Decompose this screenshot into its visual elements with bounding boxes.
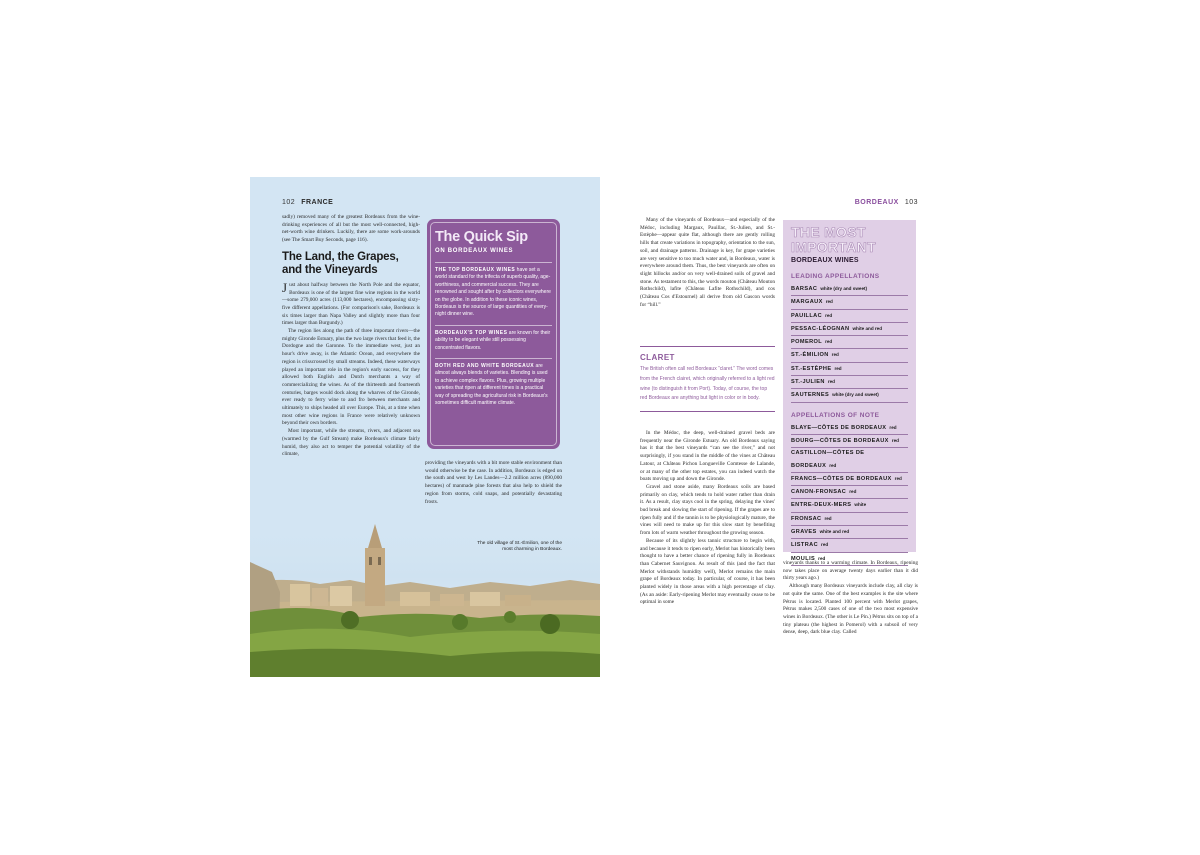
wine-type: white xyxy=(854,502,867,508)
wine-type: red xyxy=(827,379,835,385)
appellation-name: CANON-FRONSAC xyxy=(791,489,847,496)
wine-type: red xyxy=(831,352,839,358)
claret-body: The British often call red Bordeaux “claret.” The word comes from the French clairet, which originally referred to a light red wine (to distinguish it from Port). Today, of course, the top red Bordeaux are anything but light in color or in body. xyxy=(640,366,775,402)
box-subtitle: BORDEAUX WINES xyxy=(791,257,859,264)
appellation-name: PESSAC-LÉOGNAN xyxy=(791,325,850,332)
appellation-row xyxy=(791,435,908,448)
paragraph: vineyards thanks to a warming climate. In Bordeaux, ripening now takes place on average twenty days earlier than it did thirty years ago.) xyxy=(783,560,918,582)
appellation-name: ST.-JULIEN xyxy=(791,379,825,386)
quick-sip-item: THE TOP BORDEAUX WINES have set a world standard for the trifecta of superb quality, age-worthiness, and commercial success. They are renowned and sought after by collectors everywhere on the globe. In addition to these iconic wines, Bordeaux is the source of large quantities of every-night dinner wine. xyxy=(435,262,552,319)
drop-cap: J xyxy=(282,279,288,295)
wine-type: white and red xyxy=(852,325,883,331)
appellation-name: BLAYE—CÔTES DE BORDEAUX xyxy=(791,424,887,431)
appellation-name: ENTRE-DEUX-MERS xyxy=(791,502,852,509)
appellation-name: BARSAC xyxy=(791,286,818,292)
appellation-name: FRONSAC xyxy=(791,515,822,522)
wine-type: red xyxy=(849,489,857,495)
wine-type: red xyxy=(818,555,826,561)
appellation-name: CASTILLON—CÔTES DE BORDEAUX xyxy=(791,450,865,469)
appellation-row xyxy=(791,283,908,296)
appellation-name: POMEROL xyxy=(791,339,823,346)
appellation-row xyxy=(791,499,908,512)
page-header-left xyxy=(282,199,333,206)
appellations-of-note-heading: APPELLATIONS OF NOTE xyxy=(791,411,880,419)
appellation-row xyxy=(791,422,908,435)
paragraph: Most important, while the streams, rivers, and adjacent sea (warmed by the Gulf Stream) make Bordeaux's climate fairly humid, they also act to temper the potential volatility of the climate, xyxy=(282,428,420,458)
quick-sip-item: BOTH RED AND WHITE BORDEAUX are almost always blends of varieties. Blending is used to achieve complex flavors. Plus, growing multiple varieties that ripen at different times is a practical way of spreading the agricultural risk in Bordeaux's sometimes difficult maritime climate. xyxy=(435,358,552,407)
appellation-name: ST.-ÉMILION xyxy=(791,352,829,359)
wine-type: red xyxy=(824,515,832,521)
leading-appellations-heading: LEADING APPELLATIONS xyxy=(791,273,880,280)
appellation-row xyxy=(791,513,908,526)
appellation-name: MARGAUX xyxy=(791,299,823,306)
photo-caption: The old village of St.-Émilion, one of the most charming in Bordeaux. xyxy=(477,541,562,553)
quick-sip-box xyxy=(427,219,560,449)
running-head: BORDEAUX xyxy=(854,199,899,206)
page-number: 103 xyxy=(904,199,918,206)
appellation-row xyxy=(791,363,908,376)
appellation-row xyxy=(791,473,908,486)
wine-type: red xyxy=(889,424,897,430)
left-column-2 xyxy=(425,460,562,506)
spacer xyxy=(791,403,908,412)
appellation-name: GRAVES xyxy=(791,529,817,536)
paragraph: Because of its slightly less tannic structure to begin with, and because it tends to ripen early, Merlot has historically been thought to have a better chance of ripening fully in Bordeaux than Cabernet Sauvignon. As result of this (and the fact that Merlot withstands humidity well), Merlot remains the main grape of Bordeaux today. In particular, of course, it has been planted widely in those areas with a high percentage of clay. (As an aside: Early-ripening Merlot may eventually cease to be optimal in some xyxy=(640,537,775,606)
paragraph: providing the vineyards with a bit more stable environment than would otherwise be the case. In addition, Bordeaux is edged on the south and west by Les Landes—2.2 million acres (890,000 hectares) of manmade pine forests that also help to shield the region from storms, cold snaps, and potentially devastating frosts. xyxy=(425,460,562,505)
appellations-of-note-list xyxy=(791,422,908,566)
box-subtitle: ON BORDEAUX WINES xyxy=(435,248,514,254)
appellation-row xyxy=(791,336,908,349)
appellation-name: PAUILLAC xyxy=(791,312,823,319)
wine-type: red xyxy=(825,299,833,305)
wine-type: red xyxy=(821,542,829,548)
page-number: 102 xyxy=(282,199,296,206)
wine-type: white and red xyxy=(819,529,850,535)
appellation-row xyxy=(791,539,908,552)
paragraph: Just about halfway between the North Pole and the equator, Bordeaux is one of the largest fine wine regions in the world—some 279,000 acres (113,000 hectares), encompassing sixty-five different appellations. (For comparison's sake, Bordeaux is six times larger than Napa Valley and slightly more than four times larger than Burgundy.) xyxy=(282,279,420,327)
wine-type: white (dry and sweet) xyxy=(820,286,868,291)
right-column-1-bottom xyxy=(640,430,775,607)
paragraph: Gravel and stone aside, many Bordeaux soils are based primarily on clay, which tends to hold water rather than drain it. As a result, clay stays cool in the spring, delaying the vines' bud break and slowing the start of ripening. If the grapes are to ripen fully and if the tannin is to be physiologically mature, the vines will need to make up for this slow start by benefiting from lots of warm weather throughout the growing season. xyxy=(640,483,775,537)
appellation-row xyxy=(791,448,908,473)
appellation-name: ST.-ESTÈPHE xyxy=(791,365,832,372)
quick-sip-item: BORDEAUX'S TOP WINES are known for their ability to be elegant while still possessing concentrated flavors. xyxy=(435,325,552,352)
wine-type: red xyxy=(834,365,842,371)
appellation-row xyxy=(791,389,908,402)
wine-type: red xyxy=(894,475,902,481)
paragraph: Many of the vineyards of Bordeaux—and especially of the Médoc, including Margaux, Pauillac, St.-Julien, and St.-Estèphe—appear quite flat, although there are gently rolling hills that create variations in topography, orientation to the sun, soil, and drainage patterns. Drainage is key, for grape varieties are very sensitive to too much water and, in Bordeaux, water is everywhere around them. Thus, the best vineyards are often on slight hillocks and/or on very well-drained soils of gravel and stone. As testament to this, the words mouton (Château Mouton Rothschild), lafite (Château Lafite Rothschild), and cos (Château Cos d'Estournel) all derive from old Gascon words for “hill.” xyxy=(640,217,775,308)
running-head: FRANCE xyxy=(301,199,334,206)
right-column-1-top xyxy=(640,217,775,309)
appellation-row xyxy=(791,323,908,336)
box-title: The Quick Sip xyxy=(435,229,528,245)
appellation-row xyxy=(791,349,908,362)
page-header-right xyxy=(855,199,918,206)
appellation-name: SAUTERNES xyxy=(791,392,830,399)
leading-appellations-list xyxy=(791,283,908,403)
appellation-row xyxy=(791,296,908,309)
wine-type: red xyxy=(825,339,833,345)
wine-type: red xyxy=(891,437,899,443)
wine-type: red xyxy=(825,312,833,318)
paragraph: Although many Bordeaux vineyards include clay, all clay is not quite the same. One of the best examples is the site where Pétrus is located. Planted 100 percent with Merlot grapes, Pétrus makes 2,500 cases of one of the two most expensive wines in Bordeaux. (The other is Le Pin.) Pétrus sits on top of a tiny plateau (the highest in Pomerol) with a subsoil of very dense, deep, dark blue clay. Called xyxy=(783,583,918,636)
appellation-row xyxy=(791,553,908,566)
claret-sidebar xyxy=(640,346,775,412)
appellation-name: FRANCS—CÔTES DE BORDEAUX xyxy=(791,475,892,482)
paragraph: sadly) removed many of the greatest Bordeaux from the wine-drinking experiences of all but the most well-connected, high-net-worth wine drinkers. Luckily, there are some work-arounds (see The Smart Buy Seconds, page 116). xyxy=(282,214,420,244)
wine-type: white (dry and sweet) xyxy=(832,392,879,398)
right-column-2 xyxy=(783,560,918,637)
appellation-name: BOURG—CÔTES DE BORDEAUX xyxy=(791,437,889,444)
appellation-name: LISTRAC xyxy=(791,542,819,549)
section-heading: The Land, the Grapes, and the Vineyards xyxy=(282,250,399,276)
appellations-box xyxy=(783,220,916,562)
box-title: THE MOST IMPORTANT xyxy=(791,224,876,255)
appellation-row xyxy=(791,526,908,539)
paragraph: In the Médoc, the deep, well-drained gravel beds are frequently near the Gironde Estuary. An old Bordeaux saying has it that the best vineyards “can see the river,” and not surprisingly, if you stand in the middle of the vines at Château Latour, at Château Pichon Longueville Comtesse de Lalande, or at many of the other top estates, you can indeed watch the boats moving up and down the Gironde. xyxy=(640,430,775,483)
paragraph: The region lies along the path of three important rivers—the mighty Gironde Estuary, plus the two large rivers that feed it, the Dordogne and the Garonne. To the immediate west, just an hour's drive away, is the Atlantic Ocean, and everywhere the region is crisscrossed by small streams. Indeed, these waterways played an important role in the region's early success, for they allowed both English and Dutch merchants a way of commercializing the wines. As of the thirteenth and fourteenth centuries, barges would dock along the wharves of the Gironde, ever ready to ferry wine to and fro between merchants and ultimately to ships headed all over Europe. This, at a time when most other wine regions in France were relatively unknown beyond their own borders. xyxy=(282,328,420,427)
claret-title: CLARET xyxy=(640,353,675,362)
appellation-name: MOULIS xyxy=(791,555,816,562)
left-column-1 xyxy=(282,214,420,459)
appellation-row xyxy=(791,486,908,499)
appellation-row xyxy=(791,376,908,389)
wine-type: red xyxy=(829,462,837,468)
appellation-row xyxy=(791,310,908,323)
